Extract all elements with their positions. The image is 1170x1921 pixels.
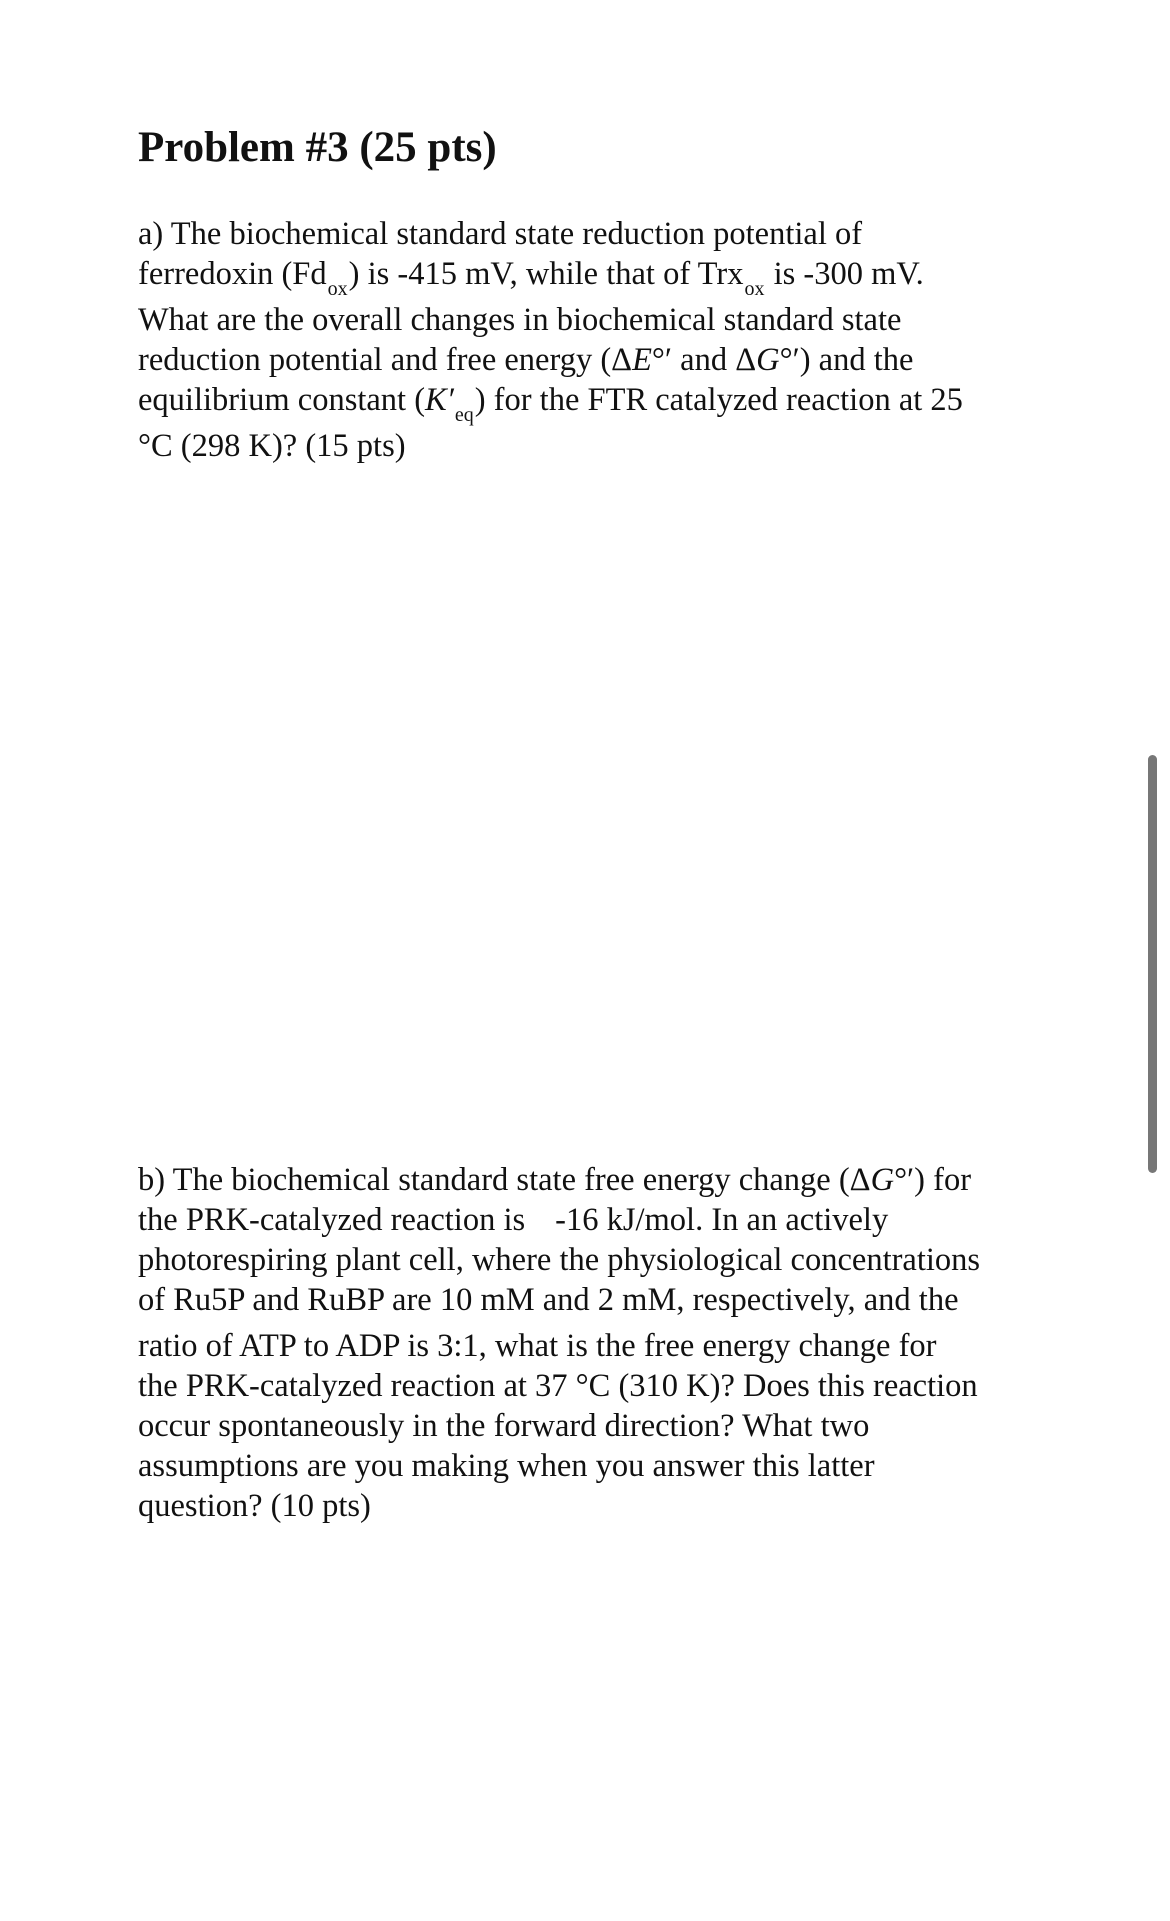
symbol-k: K′ (425, 382, 454, 418)
text: -16 kJ/mol. In an actively (555, 1202, 889, 1238)
part-a-line-2 (138, 254, 924, 298)
part-b-line-7: occur spontaneously in the forward direction? What two (138, 1408, 870, 1444)
symbol-e: E (632, 342, 652, 378)
part-a-line-6: °C (298 K)? (15 pts) (138, 428, 406, 464)
part-a-line-3: What are the overall changes in biochemical standard state (138, 302, 902, 338)
text: equilibrium constant ( (138, 382, 426, 418)
part-b-line-4: of Ru5P and RuBP are 10 mM and 2 mM, respectively, and the (138, 1282, 959, 1318)
part-b-line-8: assumptions are you making when you answer this latter (138, 1448, 875, 1484)
text: °′) and the (779, 342, 914, 378)
subscript-eq: eq (454, 404, 474, 426)
subscript-ox: ox (327, 278, 348, 300)
part-b-line-5: ratio of ATP to ADP is 3:1, what is the free energy change for (138, 1328, 937, 1364)
part-b-line-6: the PRK-catalyzed reaction at 37 °C (310 K)? Does this reaction (138, 1368, 978, 1404)
text: ) for the FTR catalyzed reaction at 25 (474, 382, 963, 418)
scrollbar-thumb[interactable] (1148, 755, 1157, 1173)
part-a-line-1: a) The biochemical standard state reduction potential of (138, 216, 863, 252)
text: °′ and Δ (651, 342, 757, 378)
text: ferredoxin (Fd (138, 256, 327, 292)
subscript-ox: ox (744, 278, 765, 300)
text: ) is -415 mV, while that of Trx (348, 256, 744, 292)
part-a-line-5 (138, 380, 963, 424)
text: °′) for (894, 1162, 972, 1198)
symbol-g: G (870, 1162, 895, 1198)
part-b-line-2 (138, 1200, 888, 1240)
part-b-line-3: photorespiring plant cell, where the physiological concentrations (138, 1242, 981, 1278)
text: reduction potential and free energy (Δ (138, 342, 633, 378)
text: b) The biochemical standard state free energy change (Δ (138, 1162, 871, 1198)
symbol-g: G (756, 342, 780, 378)
problem-title: Problem #3 (25 pts) (138, 124, 497, 171)
part-b-line-1 (138, 1160, 971, 1200)
part-a-line-4 (138, 340, 913, 380)
part-b-line-9: question? (10 pts) (138, 1488, 371, 1524)
text: is -300 mV. (765, 256, 924, 292)
text: the PRK-catalyzed reaction is (138, 1202, 526, 1238)
